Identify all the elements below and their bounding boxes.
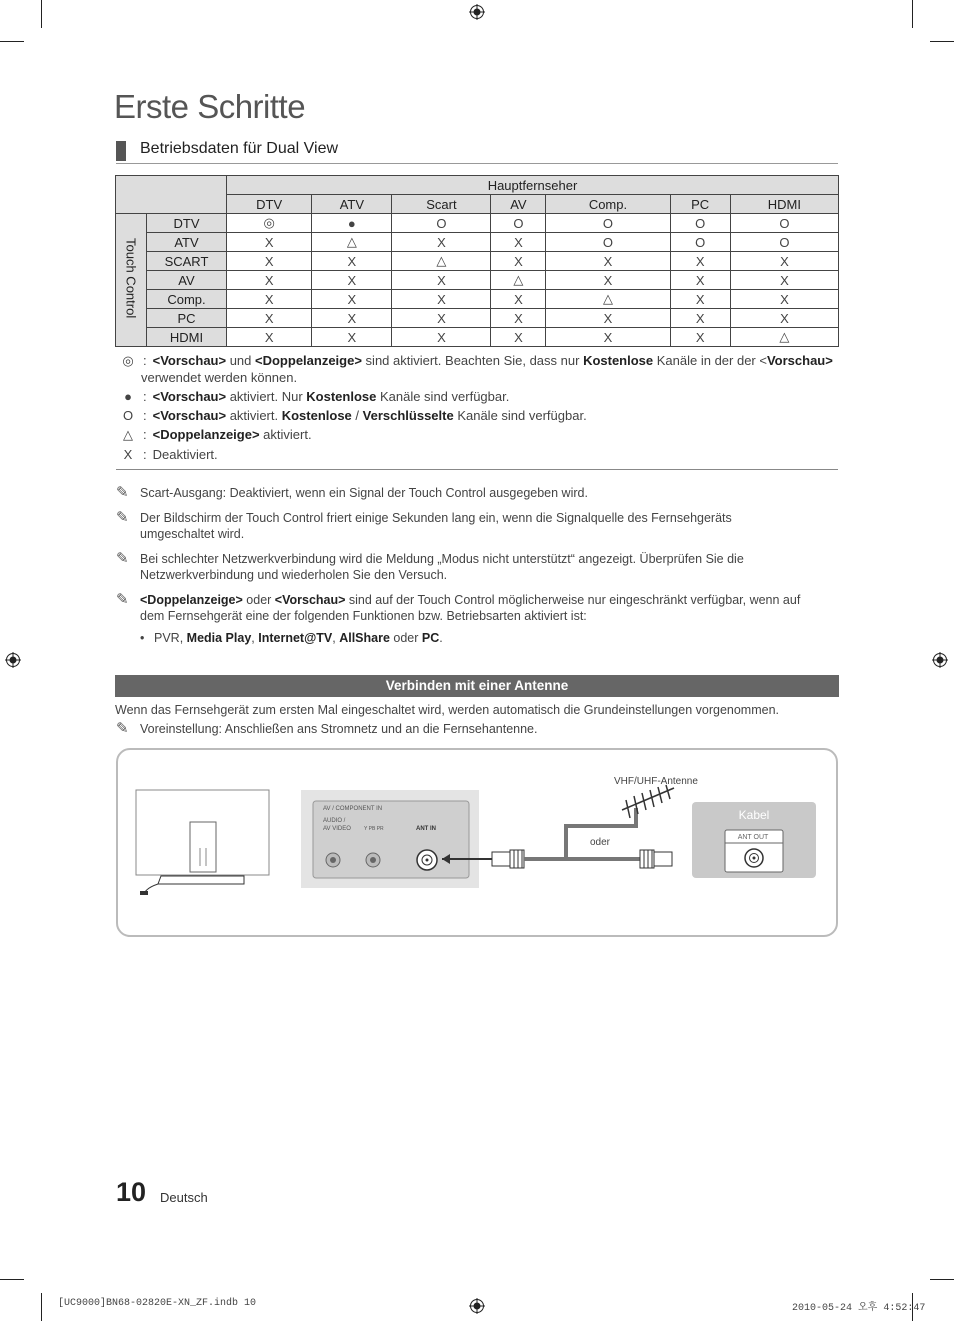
antenna-intro: Wenn das Fernsehgerät zum ersten Mal eingeschaltet wird, werden automatisch die Grundeinstellungen vorgenommen. [115, 703, 780, 717]
table-cell: X [312, 328, 392, 347]
table-cell: X [392, 328, 491, 347]
panel-label-ant-in: ANT IN [416, 826, 436, 832]
note-text: oder [242, 593, 275, 607]
table-cell: X [227, 252, 312, 271]
table-cell: O [670, 233, 730, 252]
table-cell: X [670, 290, 730, 309]
table-cell: X [730, 271, 838, 290]
table-cell: X [730, 309, 838, 328]
or-label: oder [590, 837, 611, 848]
column-header: PC [670, 195, 730, 214]
legend-item: ◎ : <Vorschau> und <Doppelanzeige> sind aktiviert. Beachten Sie, dass nur Kostenlose Kanäle in der der <Vorschau> [119, 353, 833, 369]
column-header: ATV [312, 195, 392, 214]
legend-text: sind aktiviert. Beachten Sie, dass nur [361, 353, 584, 368]
pencil-icon: ✎ [116, 484, 129, 501]
cable-label: Kabel [738, 808, 770, 822]
table-cell: O [670, 214, 730, 233]
legend-text: aktiviert. [259, 427, 312, 442]
crop-mark [41, 1293, 42, 1321]
table-cell: X [730, 290, 838, 309]
registration-mark-icon [469, 4, 485, 20]
legend-item: △ : <Doppelanzeige> aktiviert. [119, 427, 312, 443]
legend-text: aktiviert. [226, 408, 282, 423]
note [116, 592, 838, 624]
column-header: Scart [392, 195, 491, 214]
table-cell: △ [730, 328, 838, 347]
note-text: oder [389, 631, 422, 645]
antenna-section-title: Verbinden mit einer Antenne [115, 675, 839, 697]
column-header: Comp. [546, 195, 670, 214]
note-text: Scart-Ausgang: Deaktiviert, wenn ein Signal der Touch Control ausgegeben wird. [140, 486, 588, 500]
footer-file: [UC9000]BN68-02820E-XN_ZF.indb 10 [58, 1298, 257, 1309]
table-cell: △ [491, 271, 546, 290]
pencil-icon: ✎ [116, 550, 129, 567]
table-cell: X [312, 271, 392, 290]
divider [116, 469, 838, 470]
bullet-icon: • [140, 631, 145, 645]
legend-text: Kanäle sind verfügbar. [376, 389, 510, 404]
antenna-cable [524, 808, 636, 859]
note [116, 485, 838, 501]
page-title: Erste Schritte [114, 88, 306, 125]
table-cell: X [392, 271, 491, 290]
table-cell: X [312, 290, 392, 309]
table-corner [116, 176, 227, 214]
crop-mark [930, 41, 954, 42]
table-cell: △ [546, 290, 670, 309]
legend-keyword: Verschlüsselte [362, 408, 454, 423]
pencil-icon: ✎ [116, 509, 129, 526]
note-keyword: Internet@TV [258, 631, 333, 645]
panel-label-av-component: AV / COMPONENT IN [323, 806, 383, 812]
crop-mark [912, 0, 913, 28]
legend-keyword: <Doppelanzeige> [152, 427, 260, 442]
tv-illustration [136, 790, 269, 895]
legend-keyword: <Doppelanzeige> [255, 353, 362, 368]
footer-date: 2010-05-24 오후 4:52:47 [792, 1303, 926, 1314]
column-header: HDMI [730, 195, 838, 214]
legend-item: O : <Vorschau> aktiviert. Kostenlose / Verschlüsselte Kanäle sind verfügbar. [119, 408, 587, 424]
legend-keyword: <Vorschau> [152, 389, 227, 404]
legend-symbol: ● [124, 389, 132, 404]
legend-keyword: <Vorschau> [152, 408, 227, 423]
table-cell: X [730, 252, 838, 271]
crop-mark [0, 41, 24, 42]
registration-mark-icon [932, 652, 948, 668]
legend-item: X : Deaktiviert. [119, 447, 218, 463]
crop-mark [41, 0, 42, 28]
note-text: Voreinstellung: Anschließen ans Stromnetz und an die Fernsehantenne. [140, 722, 538, 736]
table-cell: X [227, 271, 312, 290]
page-language: Deutsch [160, 1190, 208, 1205]
table-cell: X [227, 233, 312, 252]
note [116, 721, 838, 737]
table-cell: X [491, 233, 546, 252]
note-text: , [251, 631, 259, 645]
table-cell: O [730, 214, 838, 233]
page-number: 10 [116, 1177, 147, 1207]
table-cell: X [546, 309, 670, 328]
table-cell: X [392, 290, 491, 309]
row-header: Comp. [147, 290, 227, 309]
panel-label-audio: AUDIO / [323, 818, 346, 824]
table-cell: X [670, 271, 730, 290]
table-cell: X [392, 233, 491, 252]
legend-keyword: Kostenlose [583, 353, 654, 368]
coax-plug-icon [492, 850, 524, 868]
table-cell: O [491, 214, 546, 233]
table-cell: X [312, 252, 392, 271]
legend-text: Kanäle in der der < [653, 353, 767, 368]
legend-text: Deaktiviert. [152, 447, 218, 462]
legend-keyword: Kostenlose [306, 389, 377, 404]
table-cell: X [670, 328, 730, 347]
note [116, 551, 838, 583]
legend-item: ● : <Vorschau> aktiviert. Nur Kostenlose Kanäle sind verfügbar. [119, 389, 509, 405]
note-text: Der Bildschirm der Touch Control friert einige Sekunden lang ein, wenn die Signalquelle des Fernsehgeräts [140, 511, 732, 525]
table-cell: X [227, 309, 312, 328]
column-header: DTV [227, 195, 312, 214]
row-header: DTV [147, 214, 227, 233]
legend-keyword: Vorschau> [766, 353, 833, 368]
note-text: umgeschaltet wird. [140, 527, 245, 541]
table-cell: X [491, 290, 546, 309]
legend-symbol: O [122, 408, 134, 423]
legend-text: aktiviert. Nur [226, 389, 307, 404]
table-group-header: Hauptfernseher [227, 176, 839, 195]
note-text: sind auf der Touch Control möglicherweise nur eingeschränkt verfügbar, wenn auf [345, 593, 801, 607]
note-keyword: AllShare [339, 631, 390, 645]
row-group-label: Touch Control [123, 238, 139, 319]
antenna-icon [622, 785, 674, 818]
table-cell: X [312, 309, 392, 328]
note-keyword: <Vorschau> [274, 593, 346, 607]
note [116, 510, 838, 542]
table-cell: X [227, 328, 312, 347]
antenna-label: VHF/UHF-Antenne [614, 776, 698, 787]
coax-plug-icon [640, 850, 672, 868]
table-cell: ● [312, 214, 392, 233]
column-header: AV [491, 195, 546, 214]
note-keyword: Media Play [186, 631, 252, 645]
legend-symbol: X [123, 447, 133, 462]
legend-text: Kanäle sind verfügbar. [453, 408, 587, 423]
bullet-item [140, 630, 838, 646]
row-header: PC [147, 309, 227, 328]
legend-symbol: △ [123, 427, 133, 442]
table-cell: ◎ [227, 214, 312, 233]
row-header: SCART [147, 252, 227, 271]
dual-view-table [115, 175, 839, 347]
table-cell: X [227, 290, 312, 309]
table-cell: X [491, 309, 546, 328]
note-text: Netzwerkverbindung und wiederholen Sie den Versuch. [140, 568, 448, 582]
table-cell: O [546, 214, 670, 233]
panel-label-av-video: AV VIDEO [323, 826, 351, 832]
connector-panel [301, 790, 479, 888]
table-cell: △ [392, 252, 491, 271]
legend-continuation: verwendet werden können. [141, 370, 298, 385]
table-cell: X [670, 309, 730, 328]
row-header: AV [147, 271, 227, 290]
table-cell: O [546, 233, 670, 252]
table-cell: X [546, 328, 670, 347]
ant-out-label: ANT OUT [737, 834, 769, 841]
note-text: , [332, 631, 340, 645]
section-heading-bar [116, 141, 126, 161]
section-heading-text: Betriebsdaten für Dual View [140, 140, 339, 157]
crop-mark [0, 1279, 24, 1280]
row-group-label-cell [116, 214, 147, 347]
table-cell: O [392, 214, 491, 233]
note-keyword: <Doppelanzeige> [140, 593, 243, 607]
pencil-icon: ✎ [116, 720, 129, 737]
registration-mark-icon [5, 652, 21, 668]
table-cell: X [546, 252, 670, 271]
cable-wall-outlet [692, 802, 816, 878]
note-text: . [439, 631, 443, 645]
panel-label-ypbpr: Y PB PR [364, 826, 384, 832]
table-cell: X [546, 271, 670, 290]
legend-keyword: <Vorschau> [152, 353, 227, 368]
table-cell: O [730, 233, 838, 252]
antenna-diagram [116, 748, 838, 938]
legend-text: und [226, 353, 256, 368]
section-heading [116, 139, 838, 164]
note-text: Bei schlechter Netzwerkverbindung wird die Meldung „Modus nicht unterstützt“ angezeigt. Überprüfen Sie die [140, 552, 744, 566]
crop-mark [930, 1279, 954, 1280]
table-cell: X [392, 309, 491, 328]
note-text: PVR, [154, 631, 187, 645]
table-cell: X [670, 252, 730, 271]
row-header: ATV [147, 233, 227, 252]
table-cell: △ [312, 233, 392, 252]
table-cell: X [491, 328, 546, 347]
note-text: dem Fernsehgerät eine der folgenden Funktionen bzw. Betriebsarten aktiviert ist: [140, 609, 587, 623]
pencil-icon: ✎ [116, 591, 129, 608]
registration-mark-icon [469, 1298, 485, 1314]
legend-text: / [351, 408, 363, 423]
note-keyword: PC [421, 631, 440, 645]
legend-keyword: Kostenlose [281, 408, 352, 423]
table-cell: X [491, 252, 546, 271]
legend-symbol: ◎ [122, 353, 134, 368]
row-header: HDMI [147, 328, 227, 347]
